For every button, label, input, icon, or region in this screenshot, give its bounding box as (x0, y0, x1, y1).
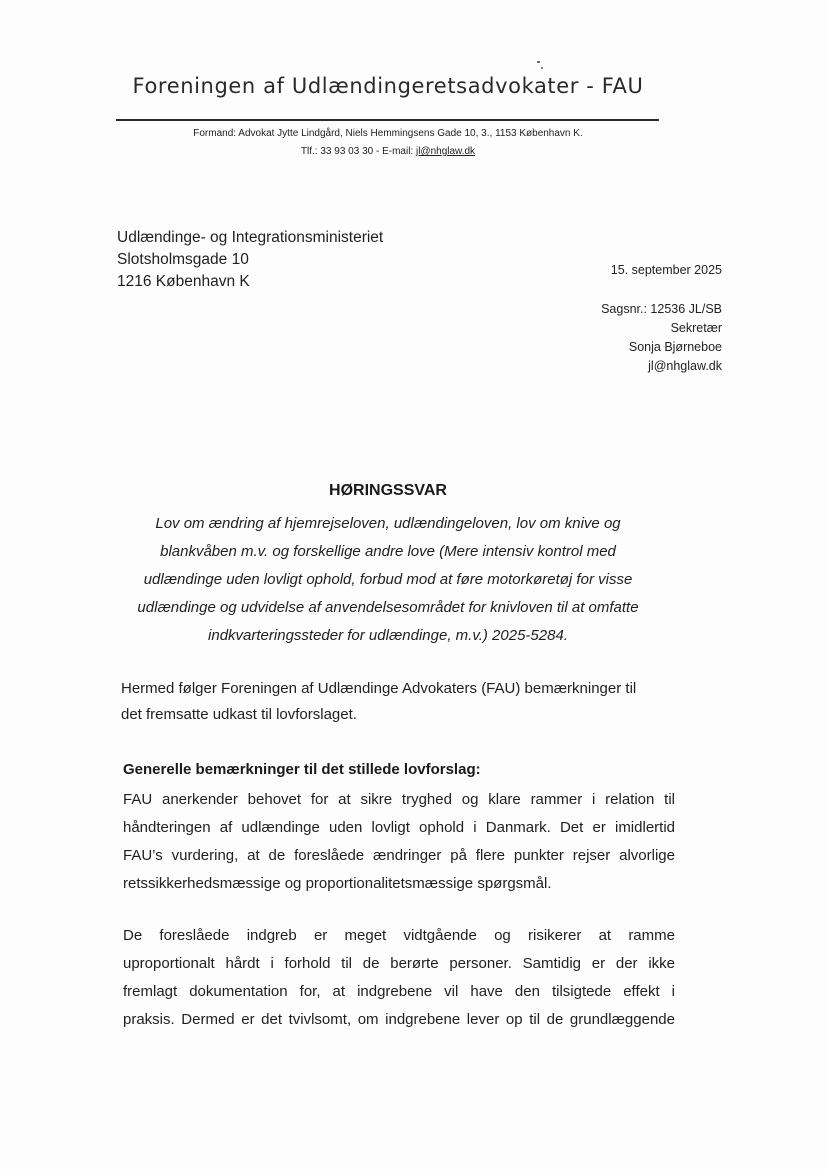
subject-line: udlændinge og udvidelse af anvendelsesområdet for knivloven til at omfatte (137, 599, 639, 616)
contact-line (0, 146, 776, 157)
paragraph-line: FAU anerkender behovet for at sikre tryghed og klare rammer i relation til (123, 791, 675, 808)
subject-line: udlændinge uden lovligt ophold, forbud mod at føre motorkøretøj for visse (143, 571, 633, 588)
body-paragraph-1 (123, 786, 675, 898)
subject-line: Lov om ændring af hjemrejseloven, udlændingeloven, lov om knive og (155, 515, 621, 532)
paragraph-line: praksis. Dermed er det tvivlsomt, om indgrebene lever op til de grundlæggende (123, 1011, 675, 1028)
sender-role: Sekretær (670, 321, 722, 335)
document-heading: HØRINGSSVAR (329, 482, 447, 499)
subject-line: blankvåben m.v. og forskellige andre love (Mere intensiv kontrol med (160, 543, 616, 560)
chair-address-line: Formand: Advokat Jytte Lindgård, Niels Hemmingsens Gade 10, 3., 1153 København K. (193, 128, 583, 139)
section-heading: Generelle bemærkninger til det stillede lovforslag: (123, 761, 481, 778)
recipient-address (117, 227, 383, 293)
case-number: Sagsnr.: 12536 JL/SB (601, 302, 722, 316)
case-meta (601, 300, 722, 376)
intro-paragraph (121, 676, 681, 728)
subject-line: indkvarteringssteder for udlændinge, m.v.) 2025-5284. (208, 627, 568, 644)
paragraph-line: De foreslåede indgreb er meget vidtgående og risikerer at ramme (123, 927, 675, 944)
recipient-city: 1216 København K (117, 273, 250, 290)
letter-date: 15. september 2025 (610, 263, 722, 277)
intro-line: det fremsatte udkast til lovforslaget. (121, 706, 357, 723)
organization-name: Foreningen af Udlændingeretsadvokater - FAU (132, 74, 644, 98)
paragraph-line: håndteringen af udlændinge uden lovligt ophold i Danmark. Det er imidlertid (123, 819, 675, 836)
recipient-name: Udlændinge- og Integrationsministeriet (117, 229, 384, 246)
paragraph-line: fremlagt dokumentation for, at indgrebene vil have den tilsigtede effekt i (123, 983, 675, 1000)
letterhead-divider (116, 119, 659, 121)
phone-label: Tlf.: 33 93 03 30 - E-mail: (300, 146, 416, 157)
paragraph-line: uproportionalt hårdt i forhold til de berørte personer. Samtidig er der ikke (123, 955, 675, 972)
scan-speck (541, 67, 543, 69)
subject-block (100, 510, 676, 650)
scan-speck (537, 61, 540, 63)
sender-email: jl@nhglaw.dk (648, 359, 722, 373)
sender-name: Sonja Bjørneboe (628, 340, 722, 354)
letterhead-email-link[interactable]: jl@nhglaw.dk (415, 146, 476, 157)
recipient-street: Slotsholmsgade 10 (117, 251, 249, 268)
paragraph-line: retssikkerhedsmæssige og proportionalitetsmæssige spørgsmål. (123, 875, 552, 892)
body-paragraph-2 (123, 922, 675, 1034)
paragraph-line: FAU’s vurdering, at de foreslåede ændringer på flere punkter rejser alvorlige (123, 847, 675, 864)
intro-line: Hermed følger Foreningen af Udlændinge Advokaters (FAU) bemærkninger til (121, 680, 637, 697)
